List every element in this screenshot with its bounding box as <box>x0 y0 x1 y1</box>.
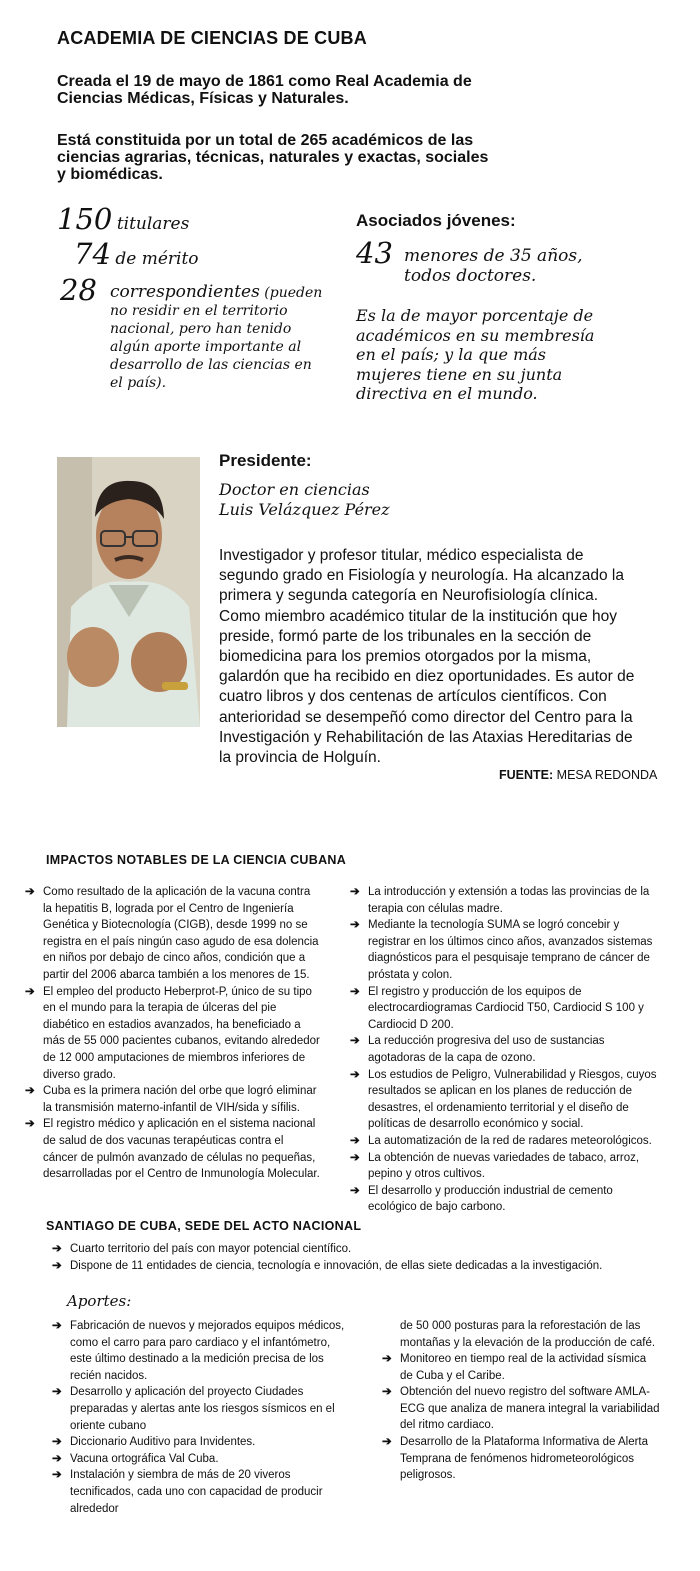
stat-note: no residir en el territorio nacional, pero han tenido algún aporte importante al desarrollo de las ciencias en el país). <box>110 303 312 391</box>
arrow-right-icon: ➔ <box>382 1435 392 1448</box>
impacts-list-right <box>350 884 660 1216</box>
arrow-right-icon: ➔ <box>350 1068 360 1081</box>
associates-title: Asociados jóvenes: <box>356 211 516 230</box>
list-item: ➔ El empleo del producto Heberprot-P, único de su tipo en el mundo para la terapia de úlceras del pie diabético en estadios avanzados, ha beneficiado a más de 55 000 pacientes cubanos, evitando alrededor de 12 000 amputaciones de miembros inferiores de diverso grado. <box>25 985 320 1081</box>
arrow-right-icon: ➔ <box>25 886 35 898</box>
arrow-right-icon: ➔ <box>350 919 360 932</box>
arrow-right-icon: ➔ <box>350 1151 360 1164</box>
list-item: ➔ La automatización de la red de radares meteorológicos. <box>350 1133 660 1150</box>
arrow-right-icon: ➔ <box>25 1085 35 1098</box>
stat-label: de mérito <box>115 249 199 269</box>
president-title: Presidente: <box>219 451 312 470</box>
list-item: ➔ Instalación y siembra de más de 20 viveros tecnificados, cada uno con capacidad de producir alrededor <box>52 1469 323 1515</box>
list-item: ➔ El desarrollo y producción industrial de cemento ecológico de bajo carbono. <box>350 1184 613 1214</box>
arrow-right-icon: ➔ <box>382 1386 392 1399</box>
list-item: ➔ El registro y producción de los equipos de electrocardiogramas Cardiocid T50, Cardiocid S 100 y Cardiocid D 200. <box>350 985 644 1031</box>
stat-number: 150 <box>57 202 113 236</box>
source-name: MESA REDONDA <box>556 768 658 782</box>
list-item: ➔ Monitoreo en tiempo real de la actividad sísmica de Cuba y el Caribe. <box>382 1353 647 1382</box>
arrow-right-icon: ➔ <box>350 1035 360 1048</box>
aportes-right-continuation: de 50 000 posturas para la reforestación de las montañas y la elevación de la producción de café. <box>400 1320 656 1349</box>
list-item: ➔ Desarrollo y aplicación del proyecto Ciudades preparadas y alertas ante los riesgos sísmicos en el oriente cubano <box>52 1386 335 1432</box>
stat-correspondientes <box>60 273 97 307</box>
arrow-right-icon: ➔ <box>350 1184 360 1197</box>
stat-titulares <box>57 202 189 236</box>
arrow-right-icon: ➔ <box>25 985 35 998</box>
associates-desc: menores de 35 años, todos doctores. <box>404 246 583 286</box>
president-degree: Doctor en ciencias <box>219 480 370 499</box>
associates-note: Es la de mayor porcentaje de académicos en su membresía en el país; y la que más mujeres tiene en su junta directiva en el mundo. <box>356 306 595 403</box>
list-item: ➔ La introducción y extensión a todas las provincias de la terapia con células madre. <box>350 886 650 915</box>
president-photo <box>57 457 200 727</box>
arrow-right-icon: ➔ <box>52 1452 62 1465</box>
arrow-right-icon: ➔ <box>350 886 360 898</box>
stat-label: titulares <box>116 214 190 234</box>
arrow-right-icon: ➔ <box>52 1469 62 1482</box>
arrow-right-icon: ➔ <box>52 1259 62 1272</box>
aportes-title: Aportes: <box>67 1292 132 1310</box>
founding-text: Creada el 19 de mayo de 1861 como Real Academia de Ciencias Médicas, Físicas y Naturales. <box>57 73 472 107</box>
president-bio: Investigador y profesor titular, médico especialista de segundo grado en Fisiología y neurología. Ha alcanzado la primera y segunda categoría en Neurofisiología clínica. Como miembro académico titular de la institución que hoy preside, formó parte de los tribunales en la sección de biomedicina para los premios otorgados por la misma, galardón que ha recibido en diez oportunidades. Es autor de cuatro libros y dos centenas de artículos científicos. Con anterioridad se desempeñó como director del Centro para la Investigación y Rehabilitación de las Ataxias Hereditarias de la provincia de Holguín. <box>219 547 635 767</box>
stat-note-open: (pueden <box>264 285 323 301</box>
stat-correspondientes-text <box>110 282 325 392</box>
aportes-list-left <box>52 1318 352 1517</box>
impacts-title: IMPACTOS NOTABLES DE LA CIENCIA CUBANA <box>46 853 347 867</box>
list-item: ➔ Mediante la tecnología SUMA se logró concebir y registrar en los últimos cinco años, avanzados sistemas diagnósticos para el pesquisaje temprano de cáncer de próstata y colon. <box>350 919 653 981</box>
santiago-list <box>52 1241 672 1274</box>
arrow-right-icon: ➔ <box>52 1320 62 1332</box>
stat-label: correspondientes <box>110 282 260 302</box>
arrow-right-icon: ➔ <box>52 1386 62 1399</box>
impacts-list-left <box>25 884 321 1183</box>
aportes-list-right <box>382 1351 662 1484</box>
list-item: ➔ La reducción progresiva del uso de sustancias agotadoras de la capa de ozono. <box>350 1035 605 1064</box>
source-credit <box>499 768 657 782</box>
stat-number: 74 <box>74 237 111 271</box>
president-name: Luis Velázquez Pérez <box>219 500 390 519</box>
source-label: FUENTE: <box>499 768 554 782</box>
arrow-right-icon: ➔ <box>52 1436 62 1449</box>
arrow-right-icon: ➔ <box>350 1134 360 1147</box>
list-item: ➔ Vacuna ortográfica Val Cuba. <box>52 1451 352 1468</box>
constitution-text: Está constituida por un total de 265 académicos de las ciencias agrarias, técnicas, naturales y exactas, sociales y biomédicas. <box>57 132 489 183</box>
arrow-right-icon: ➔ <box>52 1243 62 1255</box>
page-title: ACADEMIA DE CIENCIAS DE CUBA <box>57 28 367 48</box>
list-item: ➔ Dispone de 11 entidades de ciencia, tecnología e innovación, de ellas siete dedicadas a la investigación. <box>52 1258 672 1275</box>
associates-number: 43 <box>356 236 393 270</box>
arrow-right-icon: ➔ <box>382 1353 392 1365</box>
stat-correspondientes-number: 28 <box>60 273 97 307</box>
list-item: ➔ Obtención del nuevo registro del software AMLA-ECG que analiza de manera integral la variabilidad del ritmo cardiaco. <box>382 1386 660 1432</box>
list-item: ➔ Cuba es la primera nación del orbe que logró eliminar la transmisión materno-infantil de VIH/sida y sífilis. <box>25 1085 317 1114</box>
arrow-right-icon: ➔ <box>25 1118 35 1131</box>
list-item: ➔ Los estudios de Peligro, Vulnerabilidad y Riesgos, cuyos resultados se aplican en los planes de reducción de desastres, el ordenamiento territorial y el diseño de políticas de desarrollo económico y social. <box>350 1068 657 1131</box>
list-item: ➔ Como resultado de la aplicación de la vacuna contra la hepatitis B, lograda por el Centro de Ingeniería Genética y Biotecnología (CIGB), desde 1999 no se registra en el país ningún caso agudo de esa dolencia en niños por debajo de cinco años, condición que a partir del 2006 abarca también a los menores de 15. <box>25 886 319 981</box>
list-item: ➔ El registro médico y aplicación en el sistema nacional de salud de dos vacunas terapéuticas contra el cáncer de pulmón avanzado de células no pequeñas, desarrolladas por el Centro de Inmunología Molecular. <box>25 1118 320 1181</box>
list-item: ➔ Fabricación de nuevos y mejorados equipos médicos, como el carro para paro cardiaco y el infantómetro, este último destinado a la medición precisa de los recién nacidos. <box>52 1320 345 1382</box>
santiago-title: SANTIAGO DE CUBA, SEDE DEL ACTO NACIONAL <box>46 1219 362 1233</box>
list-item: ➔ Cuarto territorio del país con mayor potencial científico. <box>52 1241 672 1258</box>
list-item: ➔ Diccionario Auditivo para Invidentes. <box>52 1434 352 1451</box>
arrow-right-icon: ➔ <box>350 985 360 998</box>
stat-merito <box>74 237 199 271</box>
person-icon <box>57 457 200 727</box>
list-item: ➔ Desarrollo de la Plataforma Informativa de Alerta Temprana de fenómenos hidrometeorológicos peligrosos. <box>382 1435 649 1482</box>
list-item: ➔ La obtención de nuevas variedades de tabaco, arroz, pepino y otros cultivos. <box>350 1151 640 1181</box>
